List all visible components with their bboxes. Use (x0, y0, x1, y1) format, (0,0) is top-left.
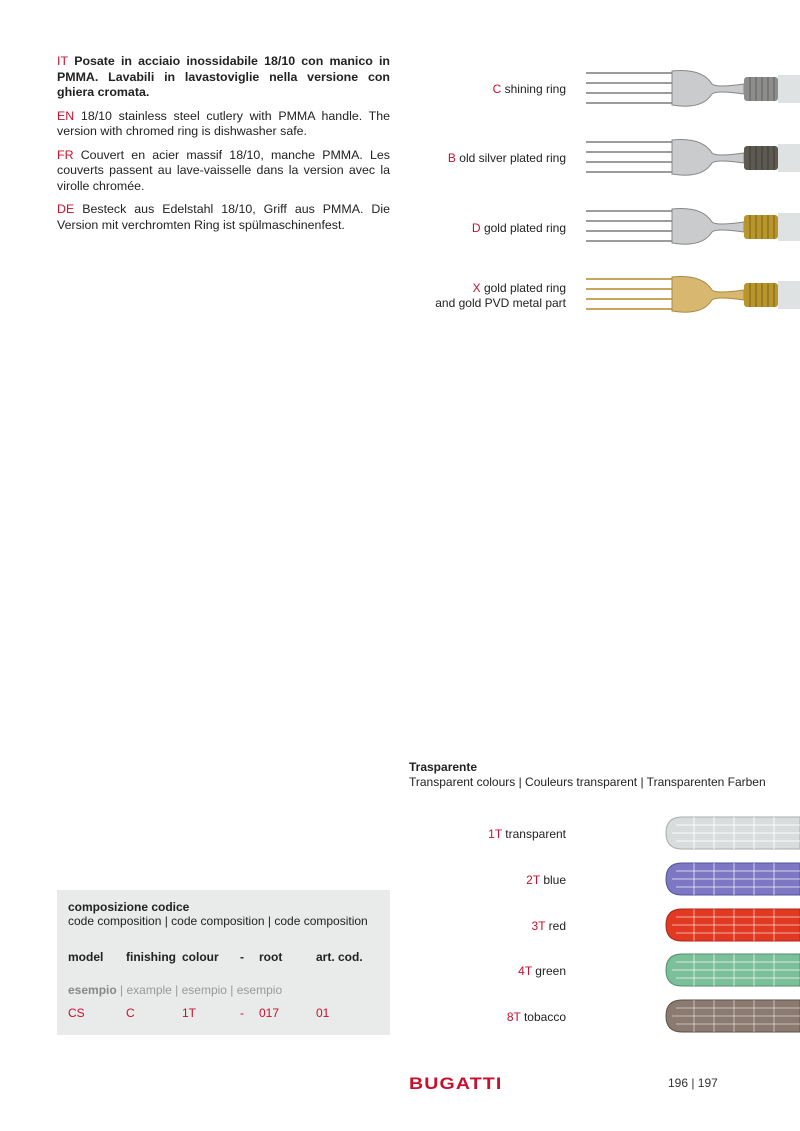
example-rest: | example | esempio | esempio (116, 983, 283, 997)
colour-3t-label: 3T red (531, 919, 566, 933)
transparent-section-heading (409, 760, 766, 790)
example-label: esempio (68, 983, 117, 997)
code-composition-box (57, 890, 390, 1035)
fork-old-silver-ring-image (584, 135, 800, 181)
value-colour: 1T (182, 1006, 197, 1020)
handle-red-image (664, 907, 800, 943)
description-block (57, 54, 390, 241)
header-finishing: finishing (126, 950, 176, 964)
value-finishing: C (126, 1006, 135, 1020)
value-root: 017 (259, 1006, 280, 1020)
value-art-cod: 01 (316, 1006, 330, 1020)
colour-2t-label: 2T blue (526, 873, 566, 887)
fork-gold-ring-image (584, 204, 800, 250)
page-numbers: 196 | 197 (668, 1076, 718, 1090)
finish-d-label: D gold plated ring (471, 221, 566, 235)
colour-4t-label: 4T green (518, 964, 566, 978)
transparent-title: Trasparente (409, 760, 478, 774)
handle-blue-image (664, 861, 800, 897)
description-de: DE Besteck aus Edelstahl 18/10, Griff aus PMMA. Die Version mit verchromten Ring ist spülmaschinenfest. (57, 202, 390, 232)
header-dash: - (240, 950, 244, 964)
handle-tobacco-image (664, 998, 800, 1034)
header-model: model (68, 950, 104, 964)
header-root: root (259, 950, 283, 964)
header-art-cod: art. cod. (316, 950, 363, 964)
description-it: IT Posate in acciaio inossidabile 18/10 con manico in PMMA. Lavabili in lavastoviglie nella versione con ghiera cromata. (57, 54, 390, 99)
fork-gold-pvd-image (584, 272, 800, 318)
colour-8t-label: 8T tobacco (506, 1010, 566, 1024)
finish-c-label: C shining ring (492, 82, 566, 96)
description-fr: FR Couvert en acier massif 18/10, manche PMMA. Les couverts passent au lave-vaisselle dans la version avec la virolle chromée. (57, 147, 390, 193)
description-en: EN 18/10 stainless steel cutlery with PMMA handle. The version with chromed ring is dishwasher safe. (57, 108, 390, 138)
value-dash: - (240, 1006, 244, 1020)
fork-shining-ring-image (584, 66, 800, 112)
handle-green-image (664, 952, 800, 988)
finish-b-label: B old silver plated ring (447, 151, 566, 165)
code-composition-title: composizione codice (68, 900, 190, 914)
handle-transparent-image (664, 815, 800, 851)
finish-x-label: X gold plated ring and gold PVD metal part (435, 281, 566, 310)
header-colour: colour (182, 950, 219, 964)
bugatti-logo: BUGATTI (409, 1074, 503, 1093)
transparent-subtitle: Transparent colours | Couleurs transparent | Transparenten Farben (409, 775, 766, 789)
colour-1t-label: 1T transparent (488, 827, 566, 841)
code-composition-subtitle: code composition | code composition | code composition (68, 914, 368, 928)
value-model: CS (68, 1006, 85, 1020)
